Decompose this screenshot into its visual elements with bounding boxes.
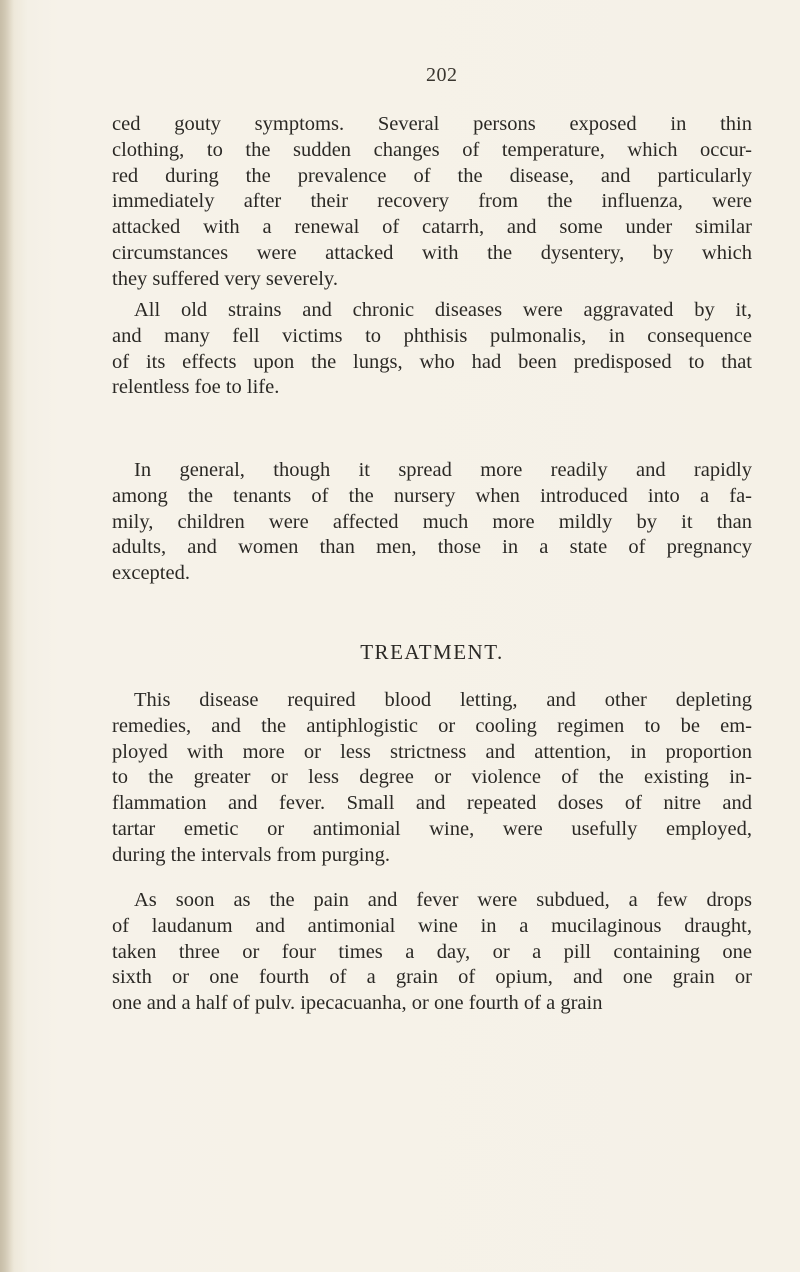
text-line: circumstances were attacked with the dysentery, by which [112,241,752,264]
text-line: among the tenants of the nursery when introduced into a fa- [112,484,752,507]
paragraph-4 [112,688,752,869]
paragraph-1 [112,112,752,293]
paragraph-2 [112,298,752,401]
paragraph-5 [112,888,752,1017]
text-line: one and a half of pulv. ipecacuanha, or one fourth of a grain [112,992,603,1015]
text-line: and many fell victims to phthisis pulmonalis, in consequence [112,324,752,347]
text-line: during the intervals from purging. [112,843,391,866]
text-line: of laudanum and antimonial wine in a mucilaginous draught, [112,914,752,937]
text-line: clothing, to the sudden changes of temperature, which occur- [112,138,752,161]
text-line: to the greater or less degree or violence of the existing in- [112,766,752,789]
text-line: red during the prevalence of the disease, and particularly [112,164,752,187]
text-line: sixth or one fourth of a grain of opium, and one grain or [112,966,752,989]
text-line: relentless foe to life. [112,376,280,399]
section-heading: TREATMENT. [360,640,504,664]
text-line: excepted. [112,562,190,585]
text-line: attacked with a renewal of catarrh, and some under similar [112,216,752,239]
paragraph-3 [112,458,752,587]
text-line: mily, children were affected much more mildly by it than [112,510,752,533]
text-line: All old strains and chronic diseases were aggravated by it, [134,299,752,321]
text-line: they suffered very severely. [112,267,338,290]
text-line: This disease required blood letting, and other depleting [134,689,752,711]
text-line: ced gouty symptoms. Several persons exposed in thin [112,113,752,135]
text-line: tartar emetic or antimonial wine, were usefully employed, [112,817,752,840]
text-line: In general, though it spread more readily and rapidly [134,459,752,481]
text-line: ployed with more or less strictness and attention, in proportion [112,740,752,763]
text-line: remedies, and the antiphlogistic or cooling regimen to be em- [112,714,752,737]
text-line: immediately after their recovery from the influenza, were [112,190,752,213]
text-line: adults, and women than men, those in a state of pregnancy [112,536,752,559]
gutter-shadow [0,0,14,1272]
text-line: flammation and fever. Small and repeated doses of nitre and [112,792,752,815]
text-line: As soon as the pain and fever were subdued, a few drops [134,889,752,911]
text-line: of its effects upon the lungs, who had been predisposed to that [112,350,752,373]
page-number: 202 [426,64,458,86]
text-line: taken three or four times a day, or a pill containing one [112,940,752,963]
